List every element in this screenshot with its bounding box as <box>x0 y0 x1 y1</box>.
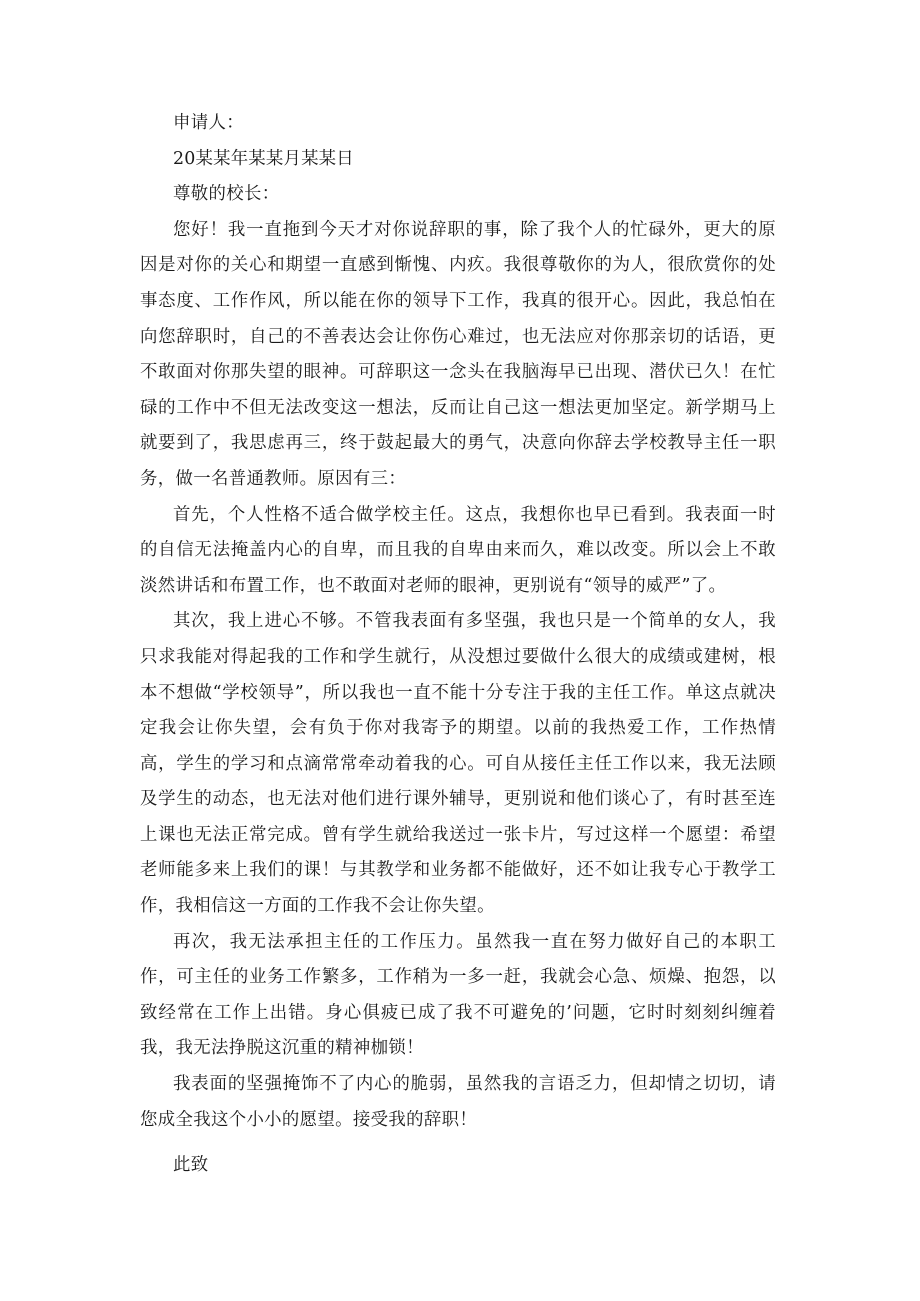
paragraph-reason-first: 首先，个人性格不适合做学校主任。这点，我想你也早已看到。我表面一时的自信无法掩盖内心的自卑，而且我的自卑由来而久，难以改变。所以会上不敢淡然讲话和布置工作，也不敢面对老师的眼神，更别说有“领导的威严”了。 <box>140 504 776 596</box>
date-line: 20某某年某某月某某日 <box>173 148 354 169</box>
paragraph-reason-third: 再次，我无法承担主任的工作压力。虽然我一直在努力做好自己的本职工作，可主任的业务工作繁多，工作稍为一多一赶，我就会心急、烦燥、抱怨，以致经常在工作上出错。身心俱疲已成了我不可避免的’问题，它时时刻刻纠缠着我，我无法挣脱这沉重的精神枷锁！ <box>140 931 776 1059</box>
paragraph-greeting: 您好！我一直拖到今天才对你说辞职的事，除了我个人的忙碌外，更大的原因是对你的关心和期望一直感到惭愧、内疚。我很尊敬你的为人，很欣赏你的处事态度、工作作风，所以能在你的领导下工作，我真的很开心。因此，我总怕在向您辞职时，自己的不善表达会让你伤心难过，也无法应对你那亲切的话语，更不敢面对你那失望的眼神。可辞职这一念头在我脑海早已出现、潜伏已久！在忙碌的工作中不但无法改变这一想法，反而让自己这一想法更加坚定。新学期马上就要到了，我思虑再三，终于鼓起最大的勇气，决意向你辞去学校教导主任一职务，做一名普通教师。原因有三： <box>140 219 776 489</box>
paragraph-reason-second: 其次，我上进心不够。不管我表面有多坚强，我也只是一个简单的女人，我只求我能对得起我的工作和学生就行，从没想过要做什么很大的成绩或建树，根本不想做“学校领导”，所以我也一直不能十分专注于我的主任工作。单这点就决定我会让你失望，会有负于你对我寄予的期望。以前的我热爱工作，工作热情高，学生的学习和点滴常常牵动着我的心。可自从接任主任工作以来，我无法顾及学生的动态，也无法对他们进行课外辅导，更别说和他们谈心了，有时甚至连上课也无法正常完成。曾有学生就给我送过一张卡片，写过这样一个愿望：希望老师能多来上我们的课！与其教学和业务都不能做好，还不如让我专心于教学工作，我相信这一方面的工作我不会让你失望。 <box>140 611 776 917</box>
salutation: 尊敬的校长： <box>173 184 280 205</box>
closing-line: 此致 <box>173 1155 209 1176</box>
applicant-label: 申请人： <box>173 113 244 133</box>
paragraph-conclusion: 我表面的坚强掩饰不了内心的脆弱，虽然我的言语乏力，但却情之切切，请您成全我这个小小的愿望。接受我的辞职！ <box>140 1074 776 1130</box>
resignation-letter <box>140 106 776 1184</box>
